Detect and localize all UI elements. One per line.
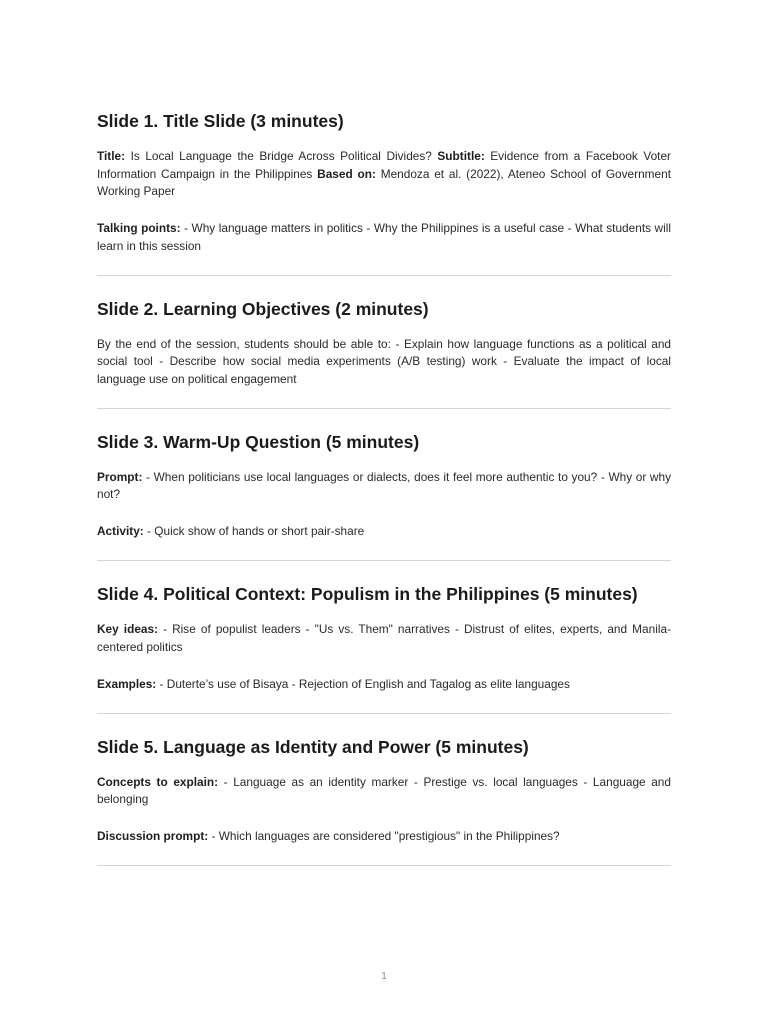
activity-label: Activity: bbox=[97, 524, 144, 538]
slide-2-section bbox=[97, 298, 671, 409]
slide-5-heading: Slide 5. Language as Identity and Power (5 minutes) bbox=[97, 736, 529, 757]
title-label: Title: bbox=[97, 149, 126, 163]
slide-1-heading: Slide 1. Title Slide (3 minutes) bbox=[97, 111, 344, 131]
subtitle-label: Subtitle: bbox=[437, 149, 485, 163]
learning-objectives-text: By the end of the session, students should be able to: - Explain how language functions as a political and social tool - Describe how social media experiments (A/B testing) work - Evaluate the impact of local language use on political engagement bbox=[97, 336, 671, 386]
based-on-label: Based on: bbox=[317, 166, 376, 181]
activity-text: - Quick show of hands or short pair-share bbox=[147, 524, 365, 538]
examples-text: - Duterte’s use of Bisaya - Rejection of English and Tagalog as elite languages bbox=[159, 676, 570, 691]
slide-5-section bbox=[97, 736, 671, 867]
examples-paragraph bbox=[97, 676, 671, 694]
page-content bbox=[97, 110, 671, 888]
key-ideas-paragraph bbox=[97, 621, 671, 656]
concepts-paragraph bbox=[97, 774, 671, 809]
section-divider bbox=[97, 275, 671, 276]
title-text: Is Local Language the Bridge Across Political Divides? bbox=[130, 149, 432, 163]
title-info-paragraph bbox=[97, 148, 671, 201]
talking-points-label: Talking points: bbox=[97, 221, 181, 235]
section-divider bbox=[97, 713, 671, 714]
discussion-prompt-label: Discussion prompt: bbox=[97, 829, 209, 843]
talking-points-text: - Why language matters in politics - Why the Philippines is a useful case - What students will learn in this session bbox=[97, 221, 671, 253]
concepts-label: Concepts to explain: bbox=[97, 774, 219, 789]
slide-3-section bbox=[97, 431, 671, 562]
slide-4-section bbox=[97, 583, 671, 714]
slide-2-heading: Slide 2. Learning Objectives (2 minutes) bbox=[97, 298, 429, 319]
discussion-prompt-text: - Which languages are considered "prestigious" in the Philippines? bbox=[211, 829, 560, 843]
talking-points-paragraph bbox=[97, 220, 671, 255]
prompt-text: - When politicians use local languages or dialects, does it feel more authentic to you? - Why or why not? bbox=[97, 469, 671, 501]
subtitle-text: Evidence from a Facebook Voter Information Campaign in the Philippines bbox=[97, 149, 671, 181]
section-divider bbox=[97, 865, 671, 866]
activity-paragraph bbox=[97, 523, 671, 541]
concepts-text: - Language as an identity marker - Prestige vs. local languages - Language and belonging bbox=[97, 774, 671, 806]
prompt-label: Prompt: bbox=[97, 469, 143, 484]
page-number: 1 bbox=[381, 971, 387, 982]
slide-4-heading: Slide 4. Political Context: Populism in the Philippines (5 minutes) bbox=[97, 584, 638, 604]
slide-3-heading: Slide 3. Warm-Up Question (5 minutes) bbox=[97, 431, 420, 452]
slide-1-section bbox=[97, 110, 671, 276]
section-divider bbox=[97, 560, 671, 561]
examples-label: Examples: bbox=[97, 676, 157, 691]
key-ideas-text: - Rise of populist leaders - "Us vs. Them" narratives - Distrust of elites, experts, and Manila-centered politics bbox=[97, 622, 672, 654]
key-ideas-label: Key ideas: bbox=[97, 622, 159, 636]
prompt-paragraph bbox=[97, 469, 671, 504]
learning-objectives-paragraph bbox=[97, 336, 671, 389]
based-on-text: Mendoza et al. (2022), Ateneo School of Government Working Paper bbox=[97, 166, 671, 198]
discussion-prompt-paragraph bbox=[97, 828, 671, 846]
section-divider bbox=[97, 408, 671, 409]
